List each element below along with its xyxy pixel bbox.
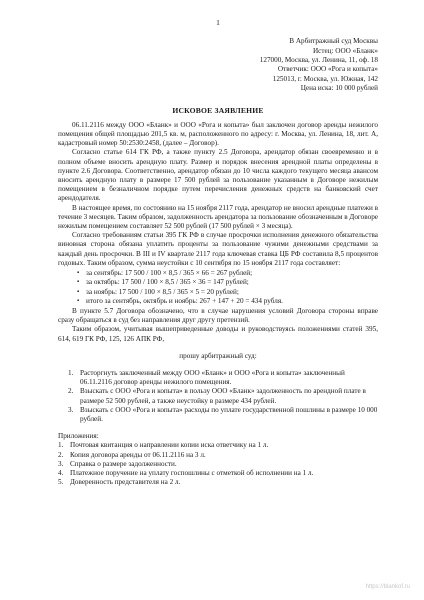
addressee-block bbox=[58, 37, 378, 93]
claim-price: Цена иска: 10 000 рублей bbox=[300, 84, 378, 93]
request-text: Расторгнуть заключенный между ООО «Бланк» и ООО «Рога и копыта» заключенный 06.11.2116 договор аренды нежилого помещения. bbox=[80, 368, 345, 387]
paragraph: 06.11.2116 между ООО «Бланк» и ООО «Рога и копыта» был заключен договор аренды нежилого помещения общей площадью 201,5 кв. м, расположенного по адресу: г. Москва, ул. Ленина, 18, лит. А, кадастровый номер 50:2530:2458, (далее – Договор). bbox=[58, 120, 378, 148]
attachment-item bbox=[58, 441, 378, 450]
calculation-item: ▪ за октябрь: 17 500 / 100 × 8,5 / 365 × 36 = 147 рублей; bbox=[86, 278, 378, 287]
court-name: В Арбитражный суд Москвы bbox=[289, 37, 378, 46]
plaintiff-name: Истец: ООО «Бланк» bbox=[312, 46, 378, 55]
request-text: Взыскать с ООО «Рога и копыта» расходы по уплате государственной пошлины в размере 10 000 рублей. bbox=[80, 405, 378, 423]
paragraph: Согласно статье 614 ГК РФ, а также пункту 2.5 Договора, арендатор обязан своевременно и в полном объеме вносить арендную плату. Размер и порядок внесения арендной платы определены в пункте 2.6 Договора. Соответственно, арендатор обязан до 10 числа каждого текущего месяца авансом вносить арендную плату в размере 17 500 рублей за пользование указанным в Договоре нежилым помещением в безналичном порядке путем перечисления денежных средств на банковский счет арендодателя. bbox=[58, 148, 378, 203]
attachments-list bbox=[58, 441, 378, 487]
attachment-text: Справка о размере задолженности. bbox=[70, 459, 177, 468]
document-title: ИСКОВОЕ ЗАЯВЛЕНИЕ bbox=[172, 105, 264, 115]
request-text: Взыскать с ООО «Рога и копыта» в пользу ООО «Бланк» задолженность по арендной плате в размере 52 500 рублей, а также неустойку в размере 434 рублей. bbox=[80, 387, 366, 405]
paragraph: Согласно требованиям статьи 395 ГК РФ в случае просрочки исполнения денежного обязательства виновная сторона обязана уплатить проценты за пользование чужими денежными средствами за каждый день просрочки. В III и IV квартале 2117 года ключевая ставка ЦБ РФ составила 8,5 процентов годовых. Таким образом, сумма неустойки с 10 сентября по 15 ноября 2117 года составляет: bbox=[58, 231, 378, 267]
calculation-item: ▪ итого за сентябрь, октябрь и ноябрь: 267 + 147 + 20 = 434 рубля. bbox=[86, 297, 378, 306]
attachment-number: 5. bbox=[58, 478, 64, 487]
attachment-text: Доверенность представителя на 2 л. bbox=[70, 478, 181, 487]
request-item bbox=[68, 387, 378, 405]
watermark-link: https://blankof.ru bbox=[365, 583, 410, 590]
attachment-item bbox=[58, 478, 378, 487]
request-item bbox=[68, 369, 378, 387]
request-item bbox=[68, 406, 378, 424]
attachment-text: Копия договора аренды от 06.11.2116 на 3 л. bbox=[70, 450, 206, 459]
request-number: 1. bbox=[68, 368, 74, 377]
attachment-number: 2. bbox=[58, 450, 64, 459]
request-number: 3. bbox=[68, 405, 74, 414]
request-heading: прошу арбитражный суд: bbox=[179, 351, 257, 360]
attachment-number: 4. bbox=[58, 468, 64, 477]
request-number: 2. bbox=[68, 387, 74, 396]
attachments-heading: Приложения: bbox=[58, 432, 99, 441]
paragraph: В пункте 5.7 Договора обозначено, что в случае нарушения условий Договора стороны вправе сразу обращаться в суд без направления друг другу претензий. bbox=[58, 306, 378, 325]
attachment-item bbox=[58, 469, 378, 478]
calculation-item: ▪ за ноябрь: 17 500 / 100 × 8,5 / 365 × 5 = 20 рублей; bbox=[86, 288, 378, 297]
defendant-address: 125013, г. Москва, ул. Южная, 142 bbox=[272, 74, 378, 83]
attachment-number: 3. bbox=[58, 459, 64, 468]
attachment-text: Почтовая квитанция о направлении копии иска ответчику на 1 л. bbox=[70, 441, 269, 450]
attachment-item bbox=[58, 451, 378, 460]
penalty-calculation-list bbox=[58, 269, 378, 306]
request-list bbox=[58, 369, 378, 424]
attachment-item bbox=[58, 460, 378, 469]
attachment-number: 1. bbox=[58, 441, 64, 450]
paragraph: Таким образом, учитывая вышеприведенные доводы и руководствуясь положениями статей 395, 614, 619 ГК РФ, 125, 126 АПК РФ, bbox=[58, 325, 378, 343]
page-number: 1 bbox=[216, 18, 220, 27]
defendant-name: Ответчик: ООО «Рога и копыта» bbox=[277, 65, 378, 74]
paragraph: В настоящее время, по состоянию на 15 ноября 2117 года, арендатор не вносил арендные платежи в течение 3 месяцев. Таким образом, задолженность арендатора за пользование обозначенным в Договоре нежилым помещением составляет 52 500 рублей (17 500 рублей × 3 месяца). bbox=[58, 203, 378, 231]
attachment-text: Платежное поручение на уплату госпошлины с отметкой об исполнении на 1 л. bbox=[70, 468, 314, 477]
plaintiff-address: 127000, Москва, ул. Ленина, 11, оф. 18 bbox=[259, 56, 378, 65]
calculation-item: ▪ за сентябрь: 17 500 / 100 × 8,5 / 365 × 66 = 267 рублей; bbox=[86, 269, 378, 278]
